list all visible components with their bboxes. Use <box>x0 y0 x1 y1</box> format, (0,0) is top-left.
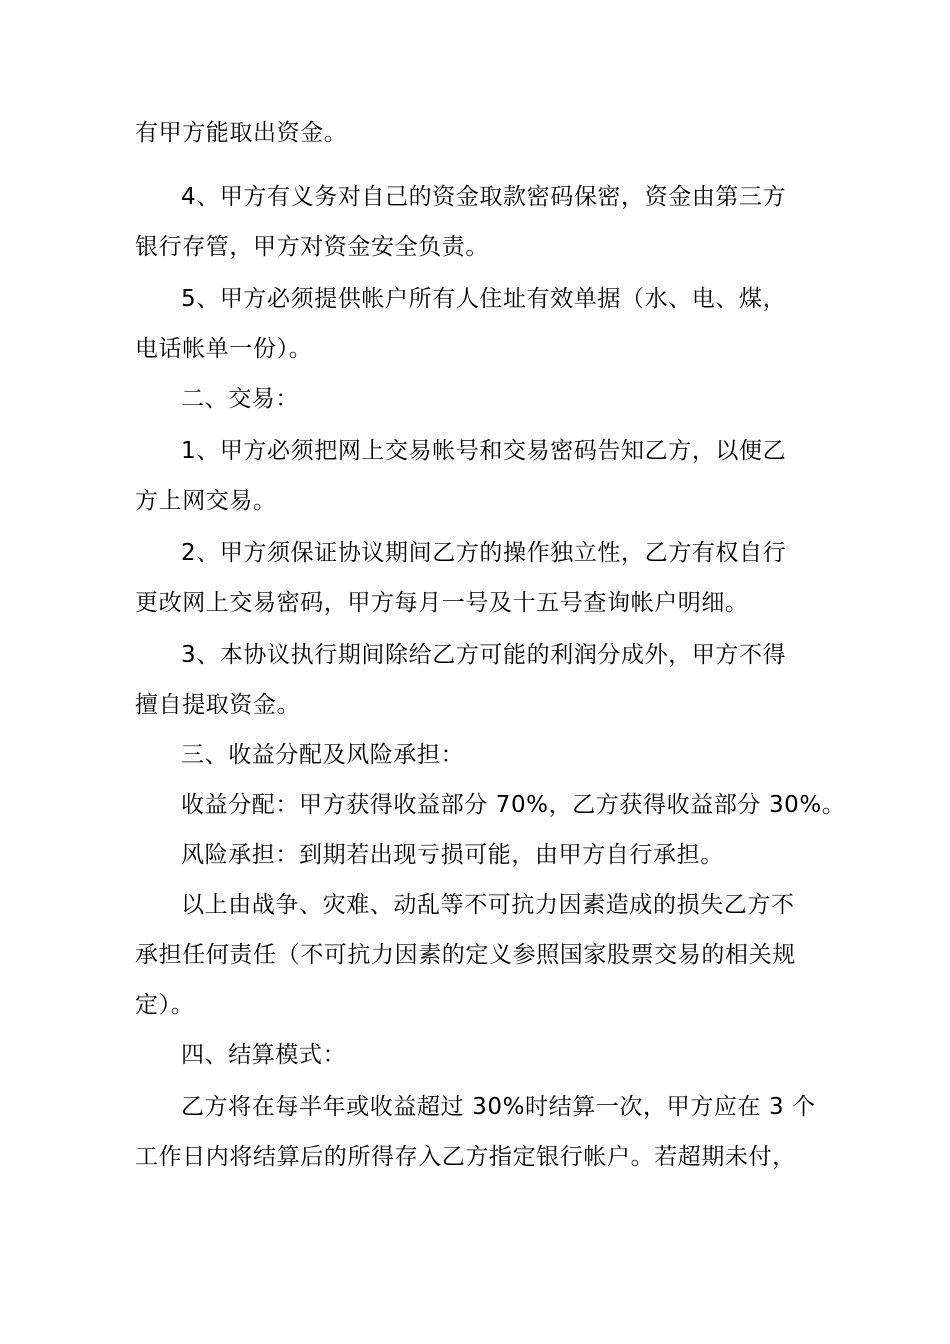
text-line: 风险承担：到期若出现亏损可能，由甲方自行承担。 <box>181 842 724 868</box>
text-line: 乙方将在每半年或收益超过 30%时结算一次，甲方应在 3 个 <box>181 1094 816 1120</box>
text-line: 5、甲方必须提供帐户所有人住址有效单据（水、电、煤， <box>181 286 787 312</box>
text-line: 方上网交易。 <box>135 488 277 514</box>
text-line: 擅自提取资金。 <box>135 692 301 718</box>
section-heading: 三、收益分配及风险承担： <box>181 742 465 768</box>
text-line: 有甲方能取出资金。 <box>135 120 348 146</box>
text-line: 3、本协议执行期间除给乙方可能的利润分成外，甲方不得 <box>181 642 787 668</box>
text-line: 1、甲方必须把网上交易帐号和交易密码告知乙方，以便乙 <box>181 438 787 464</box>
section-heading: 二、交易： <box>181 386 299 412</box>
text-line: 更改网上交易密码，甲方每月一号及十五号查询帐户明细。 <box>135 590 749 616</box>
text-line: 收益分配：甲方获得收益部分 70%，乙方获得收益部分 30%。 <box>181 792 846 818</box>
text-line: 银行存管，甲方对资金安全负责。 <box>135 234 489 260</box>
text-line: 承担任何责任（不可抗力因素的定义参照国家股票交易的相关规 <box>135 942 796 968</box>
text-line: 电话帐单一份）。 <box>135 336 313 362</box>
text-line: 工作日内将结算后的所得存入乙方指定银行帐户。若超期未付， <box>135 1144 796 1170</box>
section-heading: 四、结算模式： <box>181 1042 347 1068</box>
text-line: 定）。 <box>135 992 195 1018</box>
text-line: 4、甲方有义务对自己的资金取款密码保密，资金由第三方 <box>181 184 787 210</box>
text-line: 以上由战争、灾难、动乱等不可抗力因素造成的损失乙方不 <box>181 892 795 918</box>
text-line: 2、甲方须保证协议期间乙方的操作独立性，乙方有权自行 <box>181 540 787 566</box>
